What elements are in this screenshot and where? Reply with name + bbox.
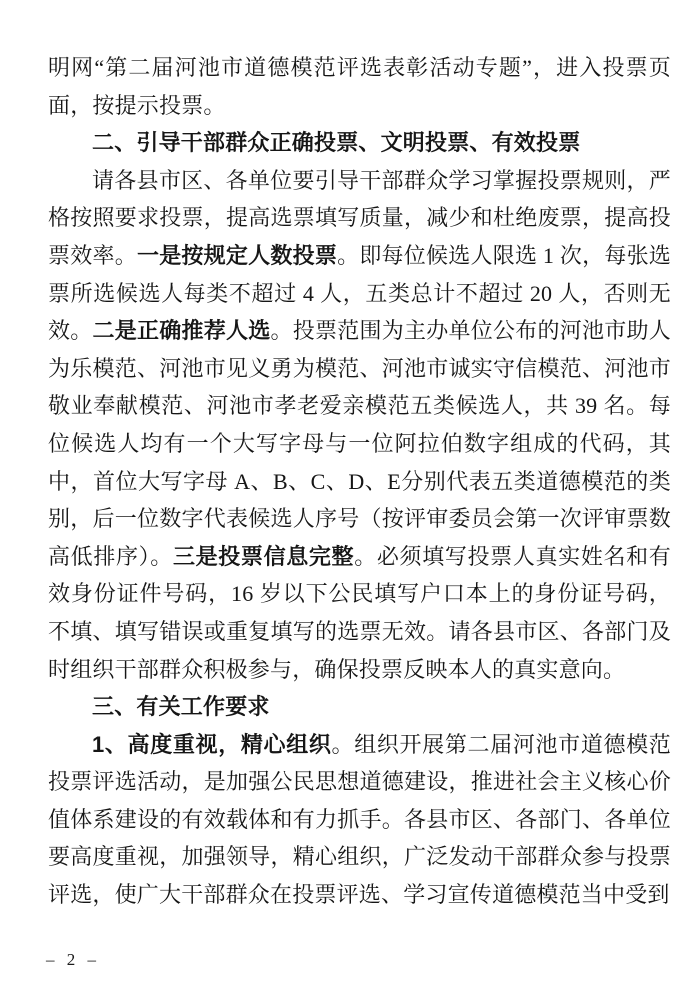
section-heading-2 xyxy=(48,124,671,162)
document-body xyxy=(48,49,671,914)
bold-text-run: 一是按规定人数投票 xyxy=(136,242,338,268)
text-run: 。组织开展第二届河池市道德模范投票评选活动，是加强公民思想道德建设，推进社会主义核心价值体系建设的有效载体和有力抓手。各县市区、各部门、各单位要高度重视，加强领导，精心组织，广泛发动干部群众参与投票评选，使广大干部群众在投票评选、学习宣传道德模范当中受到 xyxy=(48,731,671,908)
text-run: 。投票范围为主办单位公布的河池市助人为乐模范、河池市见义勇为模范、河池市诚实守信模范、河池市敬业奉献模范、河池市孝老爱亲模范五类候选人，共 39 名。每位候选人均有一个大写字母与一位阿拉伯数字组成的代码，其中，首位大写字母 A、B、C、D、E分别代表五类道德模范的类别，后一位数字代表候选人序号（按评审委员会第一次评审票数高低排序）。 xyxy=(48,318,671,569)
page-number: – 2 – xyxy=(46,950,100,969)
section-heading-3 xyxy=(48,688,671,726)
text-run: 请各县市区、各单位要引导干部群众学习掌握投票规则，严格按照要求投票，提高选票填写质量，减少和杜绝废票，提高投票效率。 xyxy=(48,167,671,268)
text-run: 明网“第二届河池市道德模范评选表彰活动专题”，进入投票页面，按提示投票。 xyxy=(48,55,671,118)
text-run: 。即每位候选人限选 1 次，每张选票所选候选人每类不超过 4 人，五类总计不超过 20 人，否则无效。 xyxy=(48,242,671,344)
section-3-item-1-paragraph xyxy=(48,726,671,914)
bold-text-run: 1、高度重视，精心组织 xyxy=(92,731,332,757)
text-run: 。必须填写投票人真实姓名和有效身份证件号码，16 岁以下公民填写户口本上的身份证号码，不填、填写错误或重复填写的选票无效。请各县市区、各部门及时组织干部群众积极参与，确保投票反映本人的真实意向。 xyxy=(48,543,671,682)
paragraph-continuation xyxy=(48,49,671,124)
bold-text-run: 三是投票信息完整 xyxy=(172,543,355,569)
bold-text-run: 二、引导干部群众正确投票、文明投票、有效投票 xyxy=(92,130,581,156)
section-2-body-paragraph xyxy=(48,162,671,688)
bold-text-run: 二是正确推荐人选 xyxy=(92,318,271,344)
bold-text-run: 三、有关工作要求 xyxy=(92,694,270,720)
